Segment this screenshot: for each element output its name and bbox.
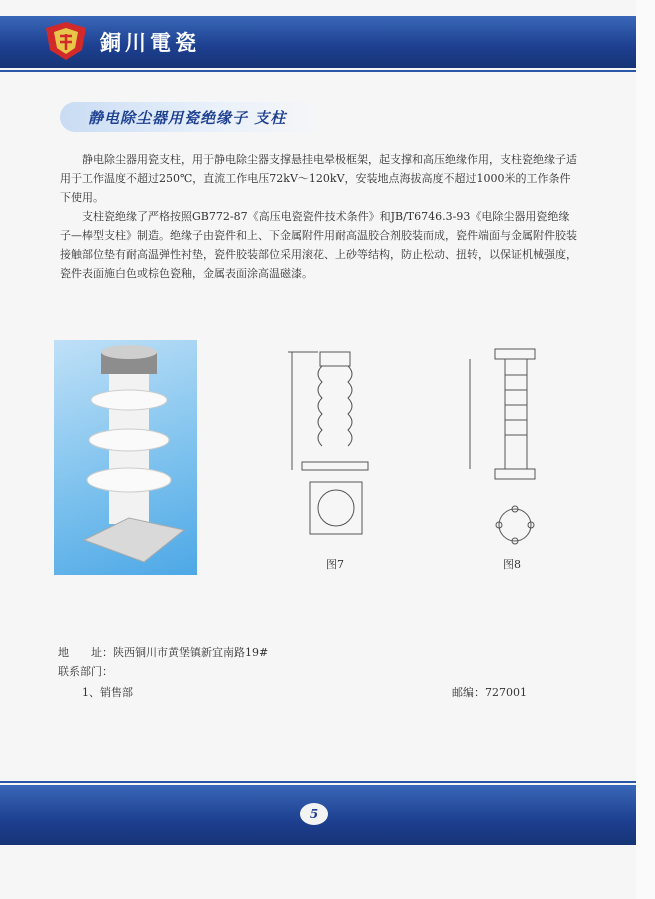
figure-8-caption: 图8 [503, 558, 521, 571]
address-row [58, 644, 268, 660]
paragraph-1: 静电除尘器用瓷支柱，用于静电除尘器支撑悬挂电晕极框架，起支撑和高压绝缘作用，支柱瓷绝缘子适用于工作温度不超过250℃，直流工作电压72kV～120kV，安装地点海拔高度不超过1000米的工作条件下使用。 [60, 153, 577, 204]
figure-7-drawing [282, 350, 392, 550]
page-number: 5 [300, 803, 328, 825]
header-rule [0, 70, 636, 72]
postcode: 邮编：727001 [452, 686, 527, 699]
address-label: 地 址： [58, 646, 113, 659]
header-band [0, 16, 636, 68]
dept-label: 联系部门： [58, 665, 113, 678]
figure-7-caption: 图7 [326, 558, 344, 571]
dept-sales: 1、销售部 [82, 686, 133, 699]
paragraph-2: 支柱瓷绝缘了严格按照GB772-87《高压电瓷瓷件技术条件》和JB/T6746.3-93《电除尘器用瓷绝缘子—棒型支柱》制造。绝缘子由瓷件和上、下金属附件用耐高温胶合剂胶装而成，瓷件端面与金属附件胶装接触部位垫有耐高温弹性衬垫，瓷件胶装部位采用滚花、上砂等结构，防止松动、扭转，以保证机械强度，瓷件表面施白色或棕色瓷釉，金属表面涂高温磁漆。 [60, 210, 577, 280]
company-logo-icon [38, 20, 94, 62]
section-title: 静电除尘器用瓷绝缘子 支柱 [88, 109, 287, 127]
insulator-photo [54, 340, 197, 575]
page-edge [636, 0, 655, 899]
brand-name: 銅川電瓷 [100, 30, 200, 55]
address-value: 陕西铜川市黄堡镇新宜南路19# [113, 646, 269, 659]
insulator-illustration-icon [54, 340, 197, 575]
figure-8-drawing [460, 345, 570, 545]
footer-rule [0, 781, 636, 783]
